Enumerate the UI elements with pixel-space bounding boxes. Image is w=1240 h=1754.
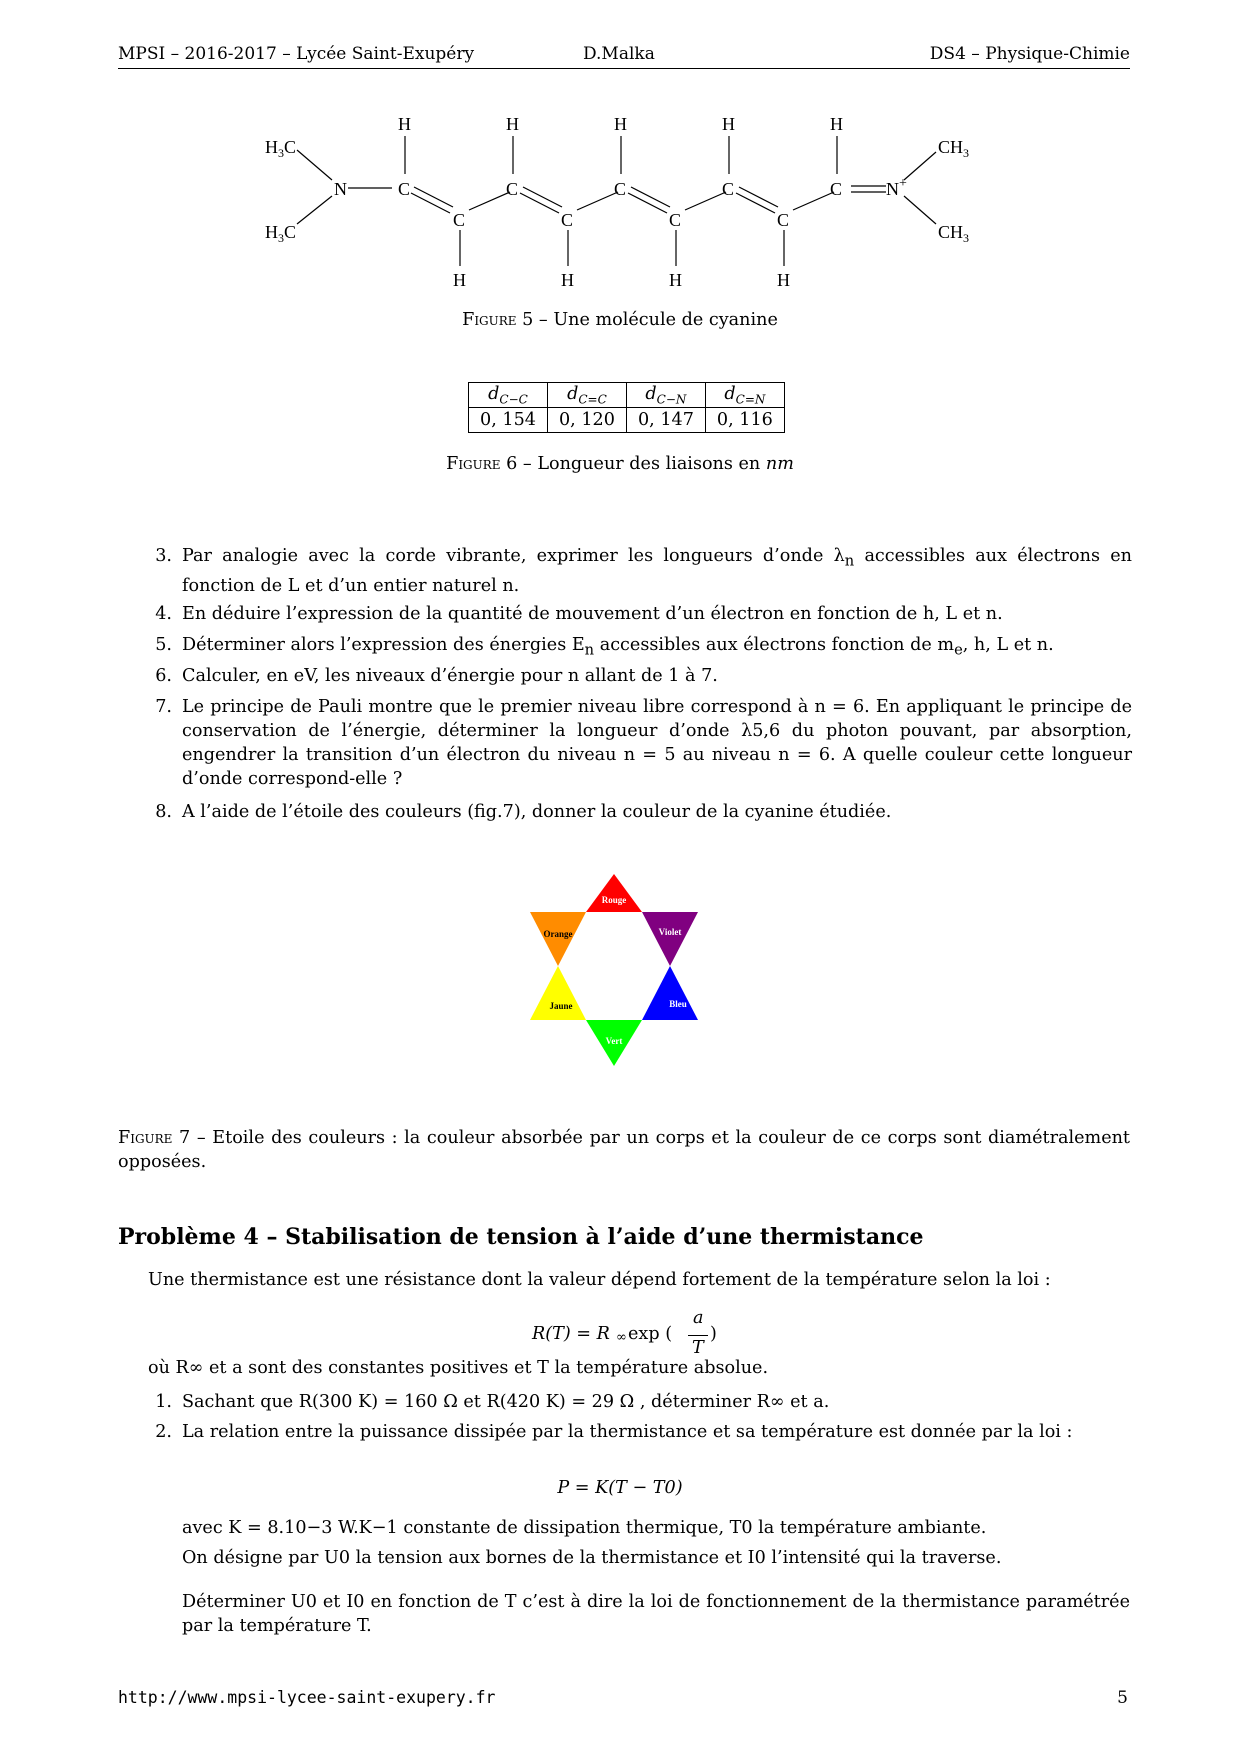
star-triangle-jaune [530,966,586,1020]
page-number: 5 [1117,1688,1128,1708]
star-label-orange: Orange [543,929,573,939]
problem4-determiner: Déterminer U0 et I0 en fonction de T c’est à dire la loi de fonctionnement de la thermistance paramétrée par la température T. [182,1592,1130,1636]
header-center: D.Malka [583,44,655,64]
question-text: Calculer, en eV, les niveaux d’énergie pour n allant de 1 à 7. [182,666,718,686]
figure7-caption [118,1126,1130,1174]
question-number: 1. [155,1392,172,1412]
question-3 [150,544,1132,596]
question-number: 2. [155,1422,172,1442]
eq1-close: ) [710,1324,717,1344]
bond-header-c-double-n: $d_{C=N}$ [705,383,784,408]
star-triangle-rouge [586,874,642,912]
equation-resistance [532,1306,752,1366]
bond-table-value-row [469,408,785,433]
eq1-lhs: R(T) = R [532,1324,610,1344]
atom-h-bottom-4: H [777,270,790,290]
atom-ch3-bottom: $CH_3$ [938,222,970,245]
question-text: Déterminer alors l’expression des énergies $E_n$ accessibles aux électrons fonction de $m_e$, h, L et n. [182,635,1054,659]
question-text: Sachant que R(300 K) = 160 Ω et R(420 K) = 29 Ω , déterminer R∞ et a. [182,1392,830,1412]
star-label-bleu: Bleu [669,999,687,1009]
question-text: Par analogie avec la corde vibrante, exprimer les longueurs d’onde $\lambda_n$ accessibles aux électrons en fonction de L et d’un entier naturel n. [182,546,1132,596]
figure5-caption [0,310,1240,330]
atom-h-top-1: H [398,114,411,134]
atom-c4: C [561,210,574,230]
star-label-rouge: Rouge [601,895,627,905]
figure6-text: – Longueur des liaisons en [517,454,766,474]
eq1-exp: exp ( [628,1324,673,1344]
question-text: En déduire l’expression de la quantité de mouvement d’un électron en fonction de h, L et n. [182,604,1003,624]
problem4-where: où R∞ et a sont des constantes positives et T la température absolue. [148,1358,769,1378]
molecule-atoms [265,114,969,290]
atom-c3: C [506,179,519,199]
question-7 [150,695,1132,791]
star-label-violet: Violet [658,927,682,937]
atom-c7: C [722,179,735,199]
atom-c6: C [669,210,682,230]
atom-c5: C [614,179,627,199]
star-triangle-bleu [642,966,698,1020]
problem4-title: Problème 4 – Stabilisation de tension à l’aide d’une thermistance [118,1224,924,1250]
atom-c9: C [830,179,843,199]
figure6-prefix: Figure 6 [446,454,518,474]
bond-length-table [468,382,785,433]
bond-header-c-double-c: $d_{C=C}$ [547,383,626,408]
question-number: 3. [155,546,172,566]
atom-ch3-top: $CH_3$ [938,137,970,160]
atom-n-plus: N+ [886,176,907,199]
color-star [520,870,720,1070]
atom-c1: C [398,179,411,199]
figure5-text: – Une molécule de cyanine [533,310,778,330]
atom-c8: C [777,210,790,230]
question-number: 6. [155,666,172,686]
atom-h-bottom-2: H [561,270,574,290]
question-number: 5. [155,635,172,655]
equation-power: P = K(T − T0) [557,1478,683,1498]
atom-h-top-3: H [614,114,627,134]
atom-h-top-4: H [722,114,735,134]
star-triangle-orange [530,912,586,966]
question-text: A l’aide de l’étoile des couleurs (fig.7), donner la couleur de la cyanine étudiée. [182,802,892,822]
atom-c2: C [453,210,466,230]
molecule-bonds [297,136,936,266]
atom-h-top-2: H [506,114,519,134]
footer-url[interactable]: http://www.mpsi-lycee-saint-exupery.fr [118,1688,496,1707]
bond-header-cn: $d_{C-N}$ [626,383,705,408]
bond-value-cn: 0, 147 [626,408,705,433]
star-triangle-violet [642,912,698,966]
question-number: 4. [155,604,172,624]
figure7-text: – Etoile des couleurs : la couleur absorbée par un corps et la couleur de ce corps sont diamétralement opposées. [118,1128,1131,1172]
atom-h-bottom-1: H [453,270,466,290]
bond-value-c-double-n: 0, 116 [705,408,784,433]
eq1-fraction-bar [688,1335,708,1336]
bond-header-cc: $d_{C-C}$ [469,383,548,408]
problem4-intro: Une thermistance est une résistance dont la valeur dépend fortement de la température selon la loi : [148,1270,1051,1290]
question-number: 8. [155,802,172,822]
bond-value-cc: 0, 154 [469,408,548,433]
question-number: 7. [155,697,172,717]
cyanine-molecule [0,0,1240,300]
star-label-vert: Vert [605,1036,623,1046]
figure6-unit: nm [765,454,794,474]
question-text: La relation entre la puissance dissipée par la thermistance et sa température est donnée par la loi : [182,1422,1073,1442]
atom-h3c-bottom: $H_3C$ [265,222,297,245]
eq1-numerator: a [693,1308,704,1328]
figure7-prefix: Figure 7 [118,1128,191,1148]
bond-table-header-row [469,383,785,408]
atom-n: N [334,179,347,199]
figure5-prefix: Figure 5 [462,310,534,330]
star-label-jaune: Jaune [549,1001,573,1011]
bond-value-c-double-c: 0, 120 [547,408,626,433]
atom-h-bottom-3: H [669,270,682,290]
header-left: MPSI – 2016-2017 – Lycée Saint-Exupéry [118,44,475,64]
header-right: DS4 – Physique-Chimie [929,44,1130,64]
question-text: Le principe de Pauli montre que le premier niveau libre correspond à n = 6. En appliquant le principe de conservation de l’énergie, déterminer la longueur d’onde λ5,6 du photon pouvant, par absorption, engendrer la transition d’un électron du niveau n = 5 au niveau n = 6. A quelle couleur cette longueur d’onde correspond-elle ? [182,697,1132,789]
eq1-inf: ∞ [616,1330,627,1345]
atom-h-top-5: H [830,114,843,134]
eq1-denominator: T [692,1338,704,1358]
figure6-caption [0,454,1240,474]
atom-h3c-top: $H_3C$ [265,137,297,160]
problem4-avec: avec K = 8.10−3 W.K−1 constante de dissipation thermique, T0 la température ambiante. [182,1518,987,1538]
problem4-on-designe: On désigne par U0 la tension aux bornes de la thermistance et I0 l’intensité qui la traverse. [182,1548,1002,1568]
